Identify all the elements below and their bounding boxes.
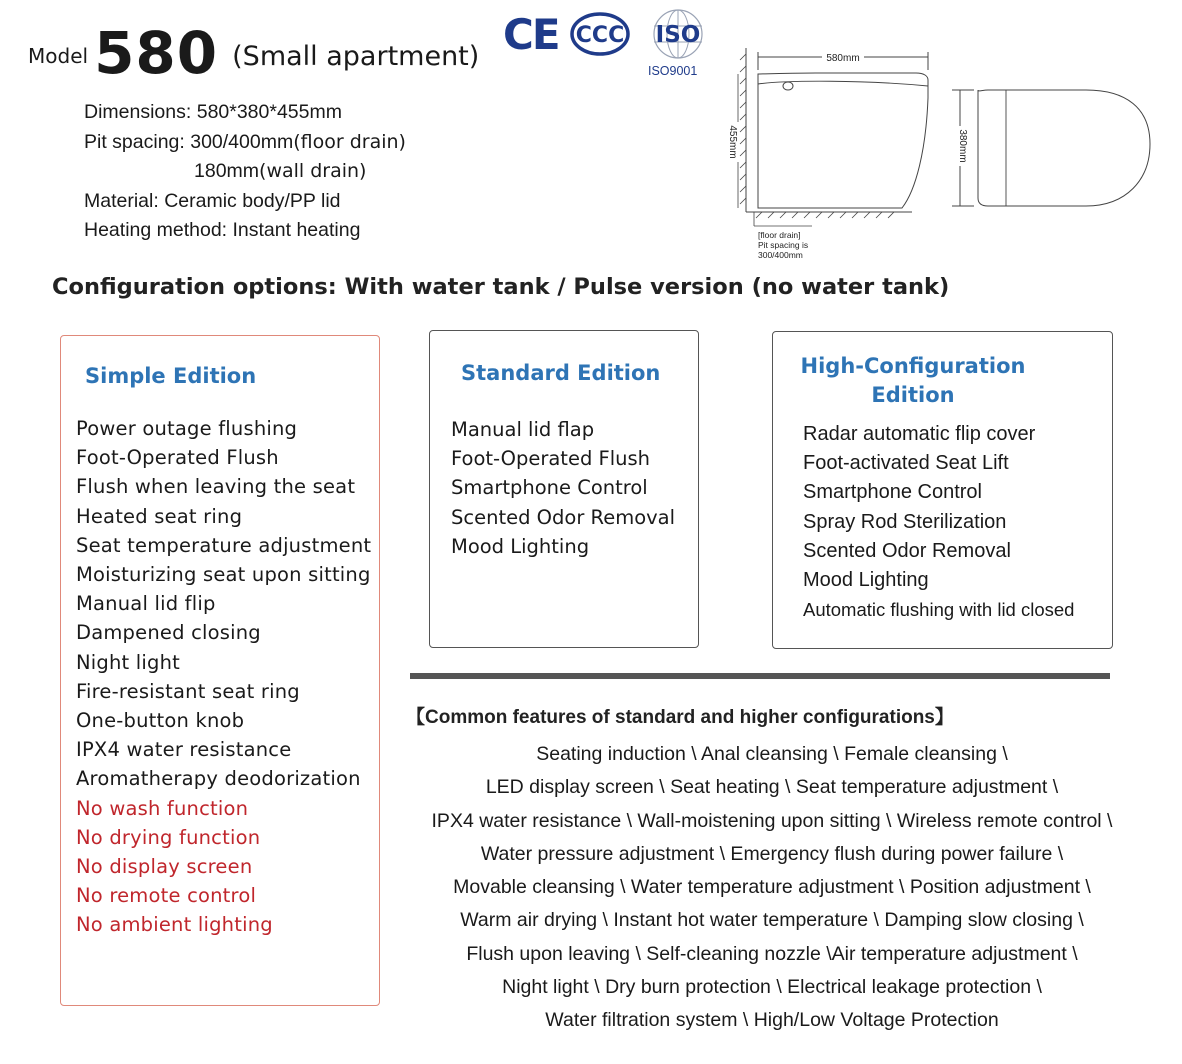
height-dimension-label: 455mm: [727, 125, 738, 159]
common-feature-line: Movable cleansing \ Water temperature adjustment \ Position adjustment \: [453, 876, 1091, 899]
list-item: Foot-Operated Flush: [76, 446, 279, 470]
common-feature-line: Seating induction \ Anal cleansing \ Female cleansing \: [536, 743, 1008, 765]
list-item: Scented Odor Removal: [451, 505, 676, 529]
common-feature-line: Warm air drying \ Instant hot water temperature \ Damping slow closing \: [460, 909, 1084, 932]
missing-feature-item: No wash function: [76, 796, 249, 820]
simple-feature-list: [76, 414, 371, 940]
list-item: Seat temperature adjustment: [76, 533, 372, 557]
high-edition-card: [772, 331, 1113, 649]
technical-drawing: [716, 40, 1156, 266]
list-item: Aromatherapy deodorization: [76, 767, 361, 791]
list-item: One-button knob: [76, 709, 245, 733]
missing-feature-item: No remote control: [76, 884, 257, 908]
high-edition-title: [773, 352, 1053, 410]
spec-pit-spacing: [84, 128, 406, 158]
model-number: 580: [94, 19, 219, 87]
spec-pit-note-floor: (floor drain): [293, 130, 406, 153]
spec-list: [84, 98, 406, 246]
config-options-title: Configuration options: With water tank / Pulse version (no water tank): [52, 274, 950, 300]
list-item: Manual lid flip: [76, 592, 216, 616]
spec-pit-spacing-wall: [84, 157, 406, 187]
simple-edition-card: [60, 335, 380, 1006]
common-feature-line: Water pressure adjustment \ Emergency flush during power failure \: [480, 842, 1064, 865]
list-item: Heated seat ring: [76, 504, 243, 528]
high-edition-title-line-1: High-Configuration: [800, 354, 1026, 378]
iso-globe-icon: [648, 8, 708, 64]
spec-heating: Heating method: Instant heating: [84, 219, 361, 241]
model-heading: [28, 12, 480, 87]
list-item: Night light: [76, 650, 181, 674]
depth-dimension-label: 380mm: [957, 129, 968, 163]
ce-mark-icon: CE: [503, 10, 559, 59]
common-feature-line: Flush upon leaving \ Self-cleaning nozzle \Air temperature adjustment \: [466, 942, 1078, 965]
section-divider: [410, 673, 1110, 679]
top-view: [952, 90, 1150, 206]
side-view: [738, 48, 928, 226]
ccc-mark-text: CCC: [575, 23, 625, 48]
standard-edition-card: [429, 330, 699, 648]
list-item: Fire-resistant seat ring: [76, 679, 300, 703]
list-item: Scented Odor Removal: [803, 539, 1011, 562]
drawing-note-3: 300/400mm: [758, 250, 803, 260]
spec-dimensions-value: 580*380*455mm: [196, 101, 342, 123]
list-item: Smartphone Control: [451, 476, 648, 500]
list-item: Moisturizing seat upon sitting: [76, 563, 371, 587]
model-word: Model: [28, 44, 89, 68]
common-feature-line: LED display screen \ Seat heating \ Seat temperature adjustment \: [485, 776, 1059, 799]
model-subtitle: (Small apartment): [232, 41, 480, 72]
spec-pit-note-wall: (wall drain): [259, 160, 367, 182]
common-features-list: [400, 738, 1144, 1038]
list-item: Spray Rod Sterilization: [803, 510, 1007, 533]
simple-edition-title: Simple Edition: [85, 364, 257, 388]
list-item: Mood Lighting: [803, 569, 929, 592]
high-edition-title-line-2: Edition: [871, 383, 955, 407]
list-item: Power outage flushing: [76, 417, 298, 440]
common-feature-line: Water filtration system \ High/Low Voltage Protection: [545, 1009, 999, 1032]
drawing-note-2: Pit spacing is: [758, 240, 809, 250]
spec-material: Material: Ceramic body/PP lid: [84, 189, 341, 212]
spec-pit-label: Pit spacing:: [84, 130, 191, 153]
standard-edition-title: Standard Edition: [461, 361, 661, 385]
list-item: Smartphone Control: [803, 481, 982, 504]
list-item: Foot-activated Seat Lift: [803, 452, 1009, 475]
spec-dimensions: [84, 98, 406, 128]
spec-pit-value-floor: 300/400mm: [190, 130, 294, 153]
iso-mark-text: ISO: [655, 22, 701, 48]
list-item: Flush when leaving the seat: [76, 475, 356, 499]
common-features-title: 【Common features of standard and higher configurations】: [406, 707, 954, 728]
iso-standard-label: ISO9001: [648, 64, 698, 78]
ccc-mark-icon: [570, 12, 630, 56]
missing-feature-item: No display screen: [76, 855, 253, 879]
common-feature-line: IPX4 water resistance \ Wall-moistening upon sitting \ Wireless remote control \: [431, 809, 1113, 832]
list-item: Manual lid flap: [451, 418, 595, 441]
width-dimension-label: 580mm: [826, 53, 860, 64]
list-item: Dampened closing: [76, 621, 261, 645]
list-item: IPX4 water resistance: [76, 738, 292, 762]
missing-feature-item: No ambient lighting: [76, 913, 273, 937]
list-item: Mood Lighting: [451, 534, 590, 558]
drawing-note-1: [floor drain]: [758, 230, 801, 240]
missing-feature-item: No drying function: [76, 825, 261, 849]
spec-pit-value-wall: 180mm: [194, 160, 260, 182]
high-feature-list: [803, 420, 1074, 624]
spec-dimensions-label: Dimensions:: [84, 101, 197, 123]
list-item: Foot-Operated Flush: [451, 447, 651, 471]
standard-feature-list: [451, 415, 675, 561]
common-feature-line: Night light \ Dry burn protection \ Electrical leakage protection \: [502, 976, 1042, 999]
list-item: Automatic flushing with lid closed: [803, 599, 1075, 621]
list-item: Radar automatic flip cover: [803, 423, 1036, 445]
